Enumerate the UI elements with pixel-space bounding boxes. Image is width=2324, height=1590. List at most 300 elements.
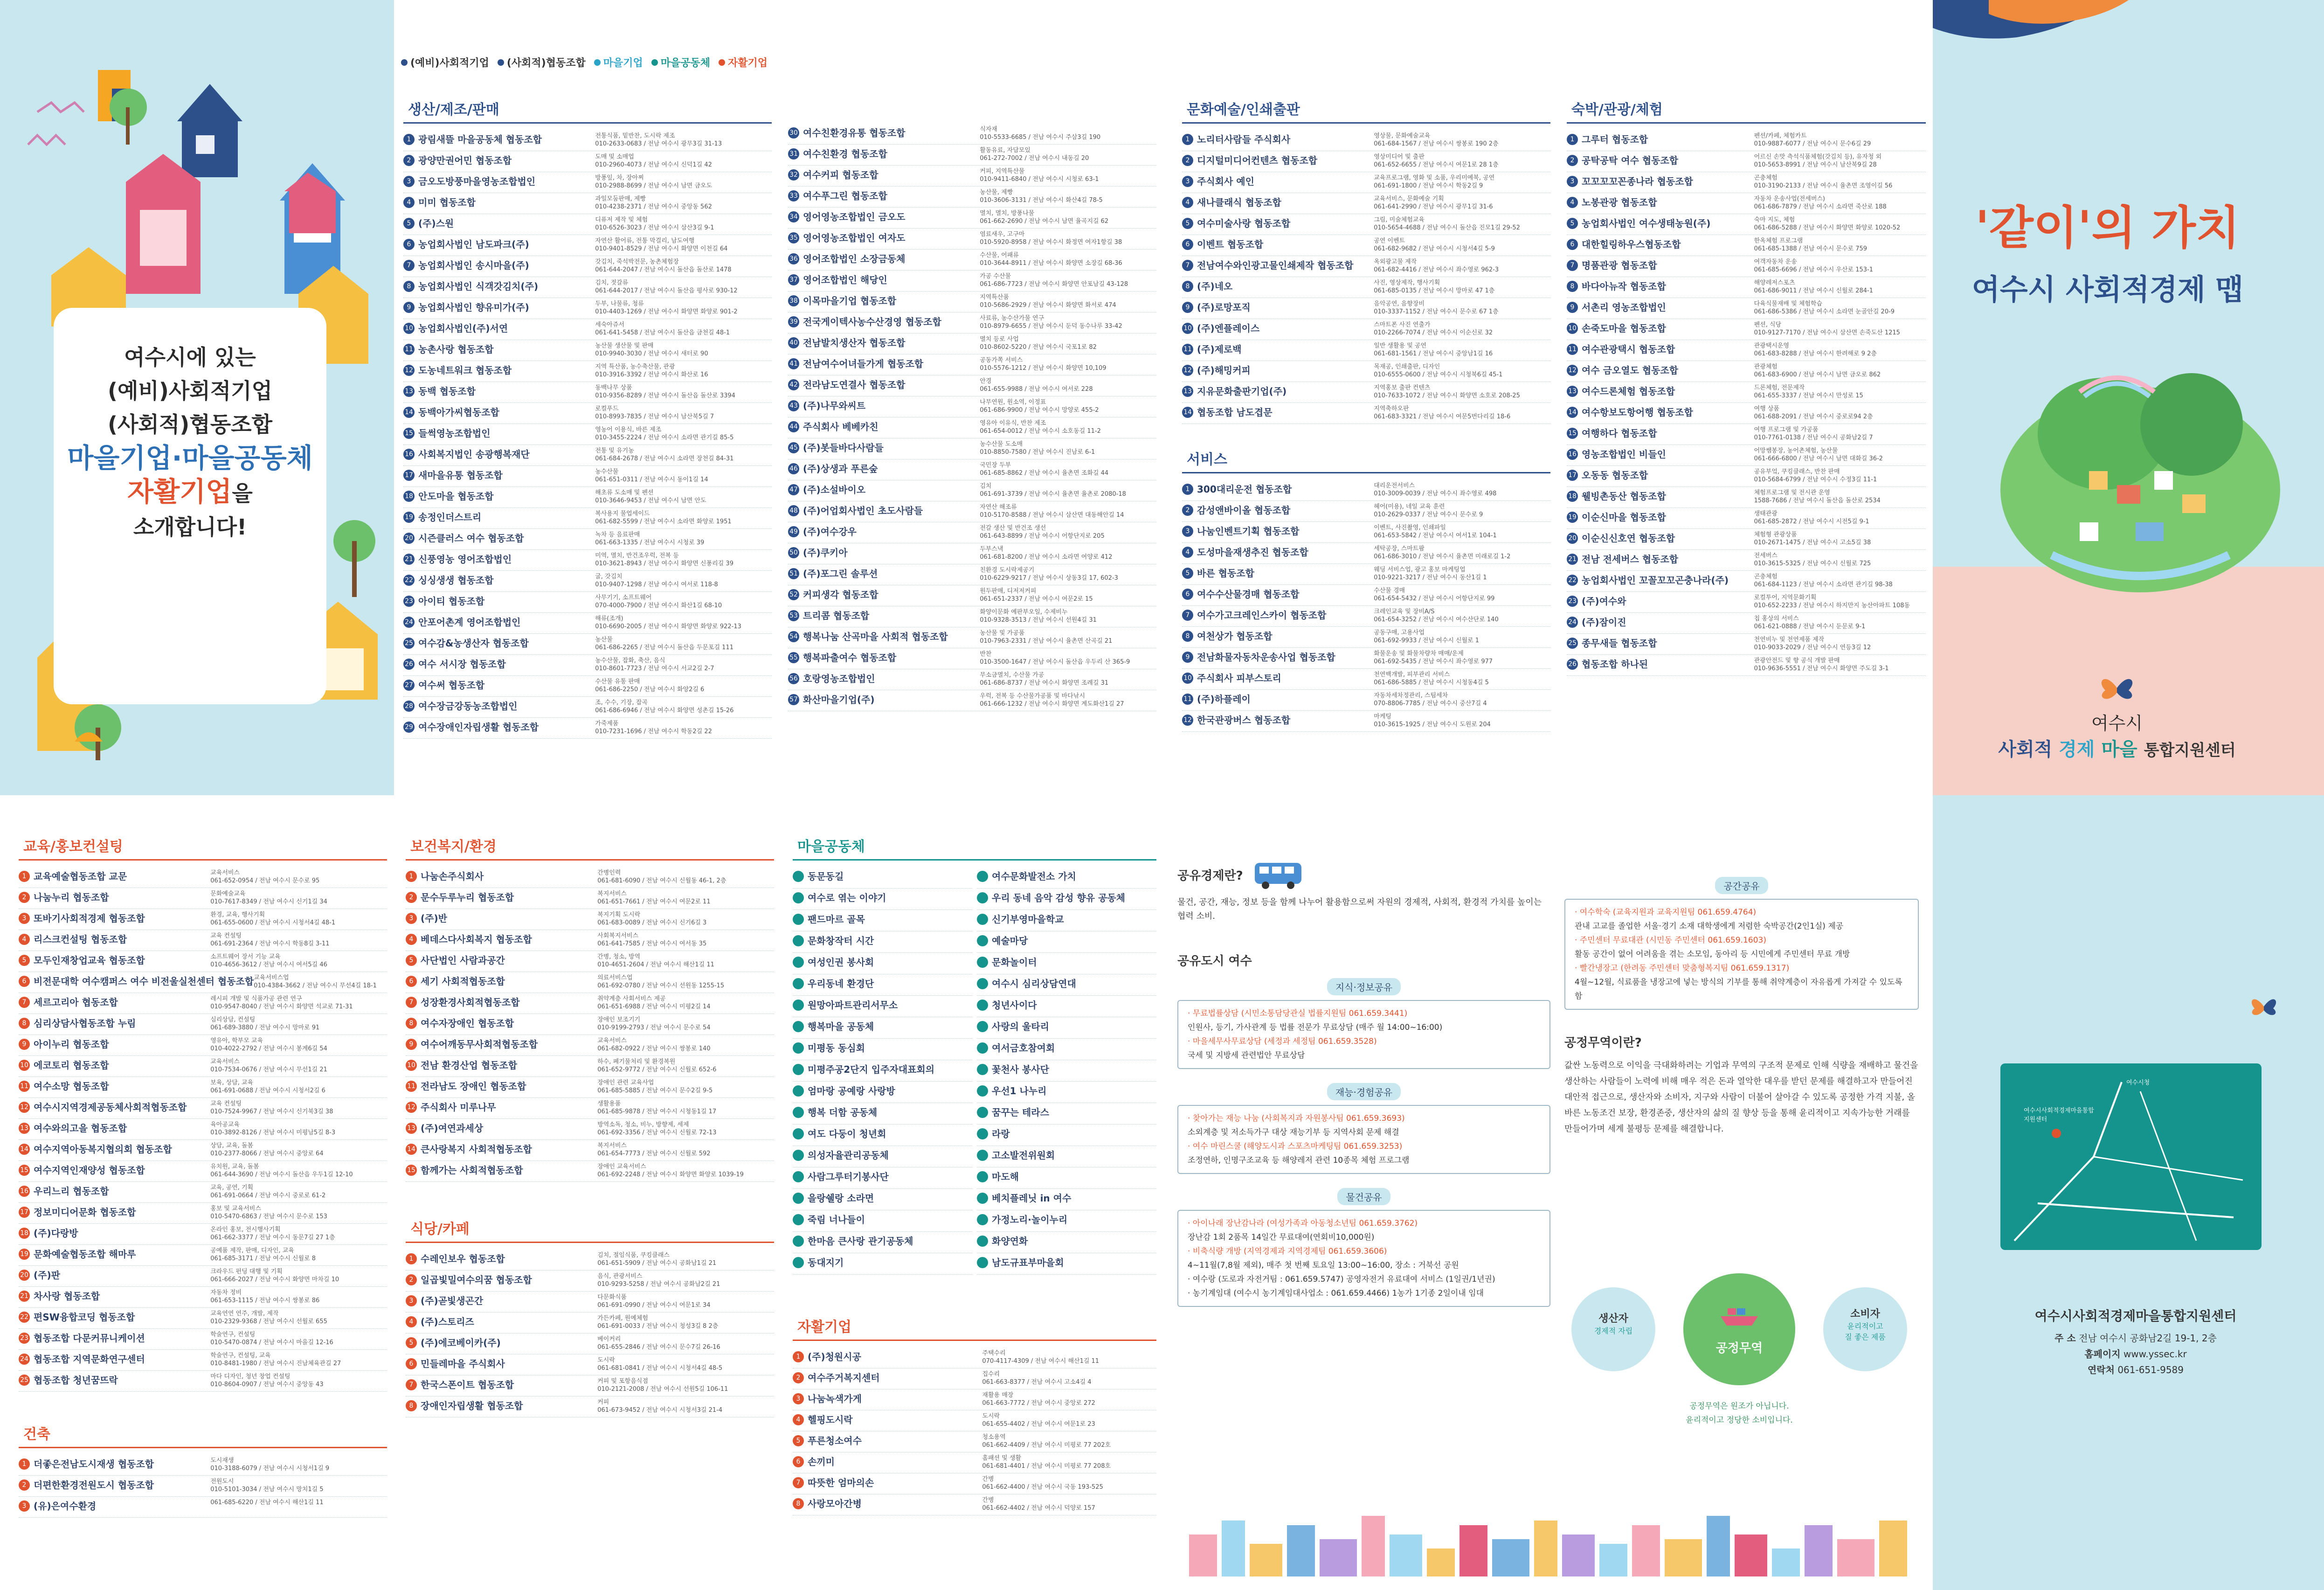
item-contact: 061-666-1232 / 전남 여수시 화양면 계도화산1길 27 [980, 701, 1124, 708]
item-contact: 010-2329-9368 / 전남 여수시 선월로 655 [210, 1318, 327, 1325]
item-desc: 목재공, 인쇄출판, 디자인 [1374, 363, 1440, 370]
legend-item [594, 55, 643, 69]
list-item [19, 1266, 387, 1287]
item-number: 24 [19, 1354, 30, 1365]
item-number: 1 [403, 134, 415, 145]
item-name: 신풍영농 영어조합법인 [418, 554, 512, 565]
legend-item [719, 55, 768, 69]
item-info [980, 398, 1156, 414]
sharing-city-title: 공유도시 여수 [1177, 954, 1252, 968]
list-item [1182, 690, 1550, 711]
item-name: 여서금호참여회 [992, 1042, 1055, 1054]
list-item [403, 466, 772, 487]
item-contact: 010-9199-2793 / 전남 여수시 문수로 54 [597, 1024, 711, 1031]
item-contact: 061-686-9011 / 전남 여수시 신월로 284-1 [1754, 287, 1873, 294]
list-item [1567, 592, 1926, 613]
item-desc: 식자재 [980, 126, 997, 133]
list-item [403, 508, 772, 529]
item-contact: 010-3500-1647 / 전남 여수시 돌산읍 우두리 산 365-9 [980, 659, 1130, 666]
item-name: (주)쿠키아 [803, 547, 848, 558]
item-desc: 해양레저스포츠 [1754, 279, 1795, 286]
item-name: 새마을유통 협동조합 [418, 470, 503, 481]
item-contact: 061-641-2990 / 전남 여수시 광무1길 31-6 [1374, 203, 1493, 210]
item-number: 3 [793, 1393, 804, 1404]
item-desc: 복사용지 물업세이드 [595, 510, 650, 517]
item-name: 사단법인 사람과공간 [421, 955, 505, 966]
item-info [1754, 657, 1926, 673]
list-item [977, 974, 1156, 996]
item-number: 25 [403, 638, 415, 649]
item-desc: 공동구매, 고용사업 [1374, 629, 1425, 636]
item-number: 29 [403, 722, 415, 733]
item-number: 4 [1567, 197, 1578, 208]
list-item [403, 277, 772, 298]
item-number-icon [977, 1171, 988, 1182]
legend-item [401, 55, 489, 69]
item-number: 6 [1182, 589, 1193, 600]
food-list [406, 1250, 774, 1417]
list-item [1567, 571, 1926, 592]
item-name: 나눔손주식회사 [421, 871, 484, 882]
item-name: 여수어깨동무사회적협동조합 [421, 1039, 538, 1050]
item-info [210, 1457, 387, 1472]
item-name: 종무새들 협동조합 [1582, 638, 1657, 649]
item-contact: 061-644-2017 / 전남 여수시 돌산읍 평사로 930-12 [595, 287, 738, 294]
item-name: 행복마을 공동체 [808, 1021, 874, 1032]
list-item [1567, 655, 1926, 676]
item-name: 여행하다 협동조합 [1582, 428, 1657, 439]
item-name: (주)스토리즈 [421, 1316, 474, 1327]
list-item [1182, 501, 1550, 522]
item-desc: 국민장 두부 [980, 462, 1011, 469]
item-name: 미평동 동심회 [808, 1042, 865, 1054]
item-name: 죽림 너나들이 [808, 1214, 865, 1225]
item-contact: 061-685-5885 / 전남 여수시 문수2길 9-5 [597, 1087, 713, 1094]
legend-item [651, 55, 710, 69]
item-info [210, 911, 387, 927]
space-line: · 빨간냉장고 (한려동 주민센터 맞춤형복지팀 061.659.1317) [1575, 964, 1790, 973]
list-item [406, 1077, 774, 1098]
item-name: 꽃천사 봉사단 [992, 1064, 1049, 1075]
item-desc: 자동차세차정관리, 스팀세차 [1374, 692, 1448, 699]
list-item [1567, 193, 1926, 214]
item-contact: 010-3188-6079 / 전남 여수시 시청서1길 9 [210, 1465, 330, 1472]
item-name: 꼬꼬꼬꼬꼰종나라 협동조합 [1582, 176, 1693, 187]
item-contact: 010-3190-2133 / 전남 여수시 율촌면 조영이길 56 [1754, 182, 1893, 189]
item-info [595, 552, 772, 568]
list-item [403, 361, 772, 382]
item-name: 민들레마을 주식회사 [421, 1358, 505, 1369]
legend-dot-icon [719, 59, 725, 66]
item-contact: 061-692-0780 / 전남 여수시 선원동 1255-15 [597, 982, 725, 989]
item-desc: 지역홍보 출판 컨텐츠 [1374, 384, 1431, 391]
item-desc: 다육식물재배 및 체험학습 [1754, 300, 1822, 307]
item-info [1754, 552, 1926, 568]
item-desc: 조, 수수, 기장, 잡곡 [595, 699, 648, 706]
list-item [406, 909, 774, 930]
item-contact: 061-689-3880 / 전남 여수시 망마로 91 [210, 1024, 320, 1031]
item-desc: 여객자동차 운송 [1754, 258, 1797, 265]
item-desc: 복지기획 도시락 [597, 911, 641, 918]
list-item [977, 1082, 1156, 1103]
item-contact: 061-662-4400 / 전남 여수시 국동 193-525 [982, 1484, 1103, 1491]
item-name: (주)제로백 [1197, 344, 1242, 355]
item-number-icon [977, 1000, 988, 1011]
list-item [403, 193, 772, 214]
item-desc: 취약계층 사회서비스 제공 [597, 995, 666, 1002]
item-desc: 드론체험, 전문제작 [1754, 384, 1805, 391]
item-info [980, 629, 1156, 645]
item-number: 26 [1567, 659, 1578, 670]
item-number: 19 [403, 512, 415, 523]
item-desc: 웨딩 서비스업, 광고 홍보 마케팅업 [1374, 566, 1466, 573]
list-item [788, 375, 1156, 396]
item-name: 농촌사랑 협동조합 [418, 344, 494, 355]
education-section [19, 835, 387, 1392]
item-info [1754, 300, 1926, 316]
item-info [595, 174, 772, 190]
bus-icon [1252, 858, 1304, 891]
item-contact: 061-652-0954 / 전남 여수시 문수로 95 [210, 877, 320, 884]
item-number: 2 [793, 1372, 804, 1383]
item-name: 전국게이텍사농수산경영 협동조합 [803, 316, 941, 327]
item-number: 9 [1182, 652, 1193, 663]
section-title: 자활기업 [793, 1315, 1156, 1341]
item-number: 39 [788, 316, 799, 327]
item-contact: 010-5470-6863 / 전남 여수시 문수로 153 [210, 1213, 327, 1220]
item-info [980, 587, 1156, 603]
item-info [1374, 692, 1550, 708]
item-name: (주)스원 [418, 218, 454, 229]
item-number: 7 [19, 997, 30, 1008]
item-name: 도성마을재생추진 협동조합 [1197, 547, 1308, 558]
item-contact: 010-5684-6799 / 전남 여수시 수정3길 11-1 [1754, 476, 1877, 483]
item-number-icon [977, 1128, 988, 1139]
legend-label: 마을기업 [603, 57, 643, 69]
list-item [1182, 382, 1550, 403]
item-name: 행복나눔 산곡마을 사회적 협동조합 [803, 631, 948, 642]
item-contact: 061-691-3739 / 전남 여수시 율촌면 율촌로 2080-18 [980, 491, 1126, 498]
item-desc: 농산물 및 가공품 [980, 630, 1025, 637]
item-desc: 지역특산품 [980, 294, 1009, 301]
item-name: 여수친환경 협동조합 [803, 148, 887, 160]
item-info [595, 678, 772, 694]
item-desc: 김치 [980, 483, 992, 490]
item-number: 9 [403, 302, 415, 313]
legend-label: (예비)사회적기업 [410, 57, 489, 69]
item-name: 이벤트 협동조합 [1197, 239, 1264, 250]
list-item [1567, 382, 1926, 403]
item-desc: 미역, 멸치, 반건조우럭, 전복 등 [595, 552, 679, 559]
item-desc: 공유부엌, 쿠킹클래스, 반찬 판매 [1754, 468, 1840, 475]
item-contact: 061-682-0922 / 전남 여수시 쌍봉로 140 [597, 1045, 711, 1052]
item-desc: 우럭, 전복 등 수산물가공품 및 바다낚시 [980, 693, 1085, 700]
item-contact: 061-686-5885 / 전남 여수시 시청동4길 5 [1374, 679, 1489, 686]
consumer-circle [1823, 1287, 1907, 1371]
website-link[interactable]: www.yssec.kr [2123, 1348, 2187, 1360]
item-number: 12 [1567, 365, 1578, 376]
item-info [597, 1058, 774, 1074]
item-contact: 010-4403-1269 / 전남 여수시 화양면 화양로 901-2 [595, 308, 738, 315]
list-item [788, 648, 1156, 669]
list-item [406, 951, 774, 972]
item-name: 나눔누리 협동조합 [34, 892, 109, 903]
item-info [980, 482, 1156, 498]
item-contact: 061-686-3010 / 전남 여수시 율촌면 미래로길 1-2 [1374, 553, 1511, 560]
item-number: 5 [1182, 568, 1193, 579]
producer-sub: 경제적 자립 [1594, 1326, 1633, 1335]
item-name: 농업회사법인(주)서연 [418, 323, 508, 334]
item-number: 3 [403, 176, 415, 187]
item-info [1754, 384, 1926, 400]
list-item [793, 1347, 1156, 1368]
list-item [403, 697, 772, 718]
item-name: 여도 다둥이 청년회 [808, 1128, 886, 1139]
item-number: 9 [1182, 302, 1193, 313]
item-info [595, 216, 772, 232]
list-item [977, 867, 1156, 889]
item-number: 25 [19, 1375, 30, 1386]
fairtrade-answer: 값싼 노동력으로 이익을 극대화하려는 기업과 무역의 구조적 문제로 인해 식량을 재배하고 물건을 생산하는 사람들이 노력에 비해 매우 적은 돈과 열악한 대우를 받던 문제를 해결하고자 만들어진 대안적 접근으로, 생산자와 소비자, 지구와 사람이 더불어 살아갈 수 있도록 공정한 가격 지불, 올바른 노동조건 보장, 환경존중, 생산자의 삶의 질 향상 등을 통해 윤리적이고 지속가능한 거래를 만들어가며 세계 불평등 문제를 해결합니다. [1564, 1061, 1918, 1134]
item-contact: 010-9033-2029 / 전남 여수시 연등3길 12 [1754, 644, 1871, 651]
list-item [977, 889, 1156, 910]
item-contact: 010-3009-0039 / 전남 여수시 좌수영로 498 [1374, 490, 1497, 497]
item-desc: 영유아 이유식, 반찬 제조 [980, 420, 1046, 427]
item-info [1374, 279, 1550, 295]
item-contact: 010-4656-3612 / 전남 여수시 여서5길 46 [210, 961, 327, 968]
item-info [980, 524, 1156, 540]
item-name: (주)봇들바다사람들 [803, 442, 884, 453]
item-number-icon [977, 1193, 988, 1204]
item-name: 디지털미디어컨텐츠 협동조합 [1197, 155, 1318, 166]
list-item [793, 1082, 972, 1103]
talent-title: 재능·경험공유 [1327, 1083, 1401, 1100]
item-info [595, 468, 772, 484]
list-item [1182, 669, 1550, 690]
item-number-icon [793, 1150, 804, 1161]
list-item [793, 1189, 972, 1210]
phone-label: 연락처 [2087, 1364, 2115, 1375]
item-number: 3 [1182, 526, 1193, 537]
item-desc: 스마트폰 사진 연출가 [1374, 321, 1431, 328]
item-contact: 061-663-7772 / 전남 여수시 중앙로 272 [982, 1400, 1095, 1407]
item-desc: 반찬 [980, 651, 992, 658]
item-name: (주)여수와 [1582, 596, 1626, 607]
item-number: 10 [1567, 323, 1578, 334]
item-number: 46 [788, 463, 799, 474]
list-item [788, 459, 1156, 480]
legend-item [498, 55, 586, 69]
item-contact: 061-651-2337 / 전남 여수시 여문2로 15 [980, 596, 1093, 603]
item-number: 21 [1567, 554, 1578, 565]
item-desc: 마케팅 [1374, 713, 1391, 720]
list-item [1182, 172, 1550, 193]
item-info [980, 293, 1156, 309]
list-item [403, 403, 772, 424]
item-number: 7 [1567, 260, 1578, 271]
item-info [597, 953, 774, 969]
item-desc: 교육 컨설팅 [210, 932, 242, 939]
consumer-label: 소비자 [1850, 1308, 1880, 1320]
item-contact: 061-681-0841 / 전남 여수시 시청서4길 48-5 [597, 1365, 723, 1372]
item-desc: 나무연원, 원소역, 이정표 [980, 399, 1046, 406]
selfsupport-section [793, 1315, 1156, 1515]
list-item [19, 951, 387, 972]
production-section [403, 98, 772, 739]
item-contact: 010-3615-1925 / 전남 여수시 도원로 204 [1374, 721, 1491, 728]
item-number: 13 [403, 386, 415, 397]
item-contact: 061-673-9452 / 전남 여수시 시청서3길 21-4 [597, 1407, 723, 1414]
item-number: 6 [19, 976, 30, 987]
item-contact: 010-2266-7074 / 전남 여수시 이순신로 32 [1374, 329, 1493, 336]
item-name: 협동조합 다문커뮤니케이션 [34, 1333, 145, 1344]
item-info [1374, 153, 1550, 169]
item-info [597, 911, 774, 927]
center-word3: 마을 [2101, 739, 2137, 760]
item-desc: 옥외광고물 제작 [1374, 258, 1417, 265]
item-number: 7 [793, 1477, 804, 1488]
item-name: 세기 사회적협동조합 [421, 976, 505, 987]
welfare-list [406, 867, 774, 1182]
item-info [1754, 405, 1926, 421]
item-name: 따뜻한 엄마의손 [808, 1477, 874, 1488]
list-item [793, 1125, 972, 1146]
knowledge-line: · 마을세무사무료상담 (세정과 세정팀 061.659.3528) [1188, 1037, 1377, 1046]
item-number: 23 [19, 1333, 30, 1344]
item-desc: 펜션, 식당 [1754, 321, 1782, 328]
item-info [1754, 195, 1926, 211]
list-item [788, 187, 1156, 208]
item-number: 1 [1182, 134, 1193, 145]
list-item [1567, 235, 1926, 256]
list-item [1182, 298, 1550, 319]
item-info [210, 1100, 387, 1116]
item-name: (주)판 [34, 1270, 60, 1281]
item-contact: 010-2671-1475 / 전남 여수시 고소5길 38 [1754, 539, 1871, 546]
item-number: 18 [1567, 491, 1578, 502]
item-name: 영어조합법인 해당인 [803, 274, 887, 285]
item-contact: 061-662-4409 / 전남 여수시 미평로 77 202호 [982, 1442, 1111, 1449]
list-item [788, 522, 1156, 543]
item-contact: 061-655-3337 / 전남 여수시 만성로 15 [1754, 392, 1863, 399]
item-info [1754, 279, 1926, 295]
item-info [595, 132, 772, 148]
item-name: (주)해밍커피 [1197, 365, 1251, 376]
item-name: 300대리운전 협동조합 [1197, 484, 1292, 495]
item-info [595, 699, 772, 715]
producer-label: 생산자 [1598, 1313, 1628, 1325]
list-item [788, 333, 1156, 354]
item-number: 5 [406, 1337, 417, 1348]
knowledge-line: 인원사, 등기, 가사관계 등 법률 전문가 무료상담 (매주 월 14:00~16:00) [1188, 1023, 1443, 1032]
list-item [977, 1210, 1156, 1232]
list-item [403, 298, 772, 319]
item-desc: 활동유료, 자담모있 [980, 147, 1031, 154]
list-item [793, 1431, 1156, 1452]
item-name: 동문동길 [808, 871, 844, 882]
item-number: 13 [19, 1123, 30, 1134]
item-contact: 010-9887-6077 / 전남 여수시 문수6길 29 [1754, 140, 1871, 147]
list-item [19, 1308, 387, 1329]
cover-top-shapes [1933, 0, 2324, 56]
item-desc: 도매 및 소매업 [595, 153, 634, 160]
list-item [1567, 214, 1926, 235]
list-item [403, 718, 772, 739]
item-info [980, 146, 1156, 162]
fairtrade-label: 공정무역 [1715, 1341, 1763, 1355]
item-number: 26 [403, 659, 415, 670]
item-name: 전남발치생산자 협동조합 [803, 337, 906, 348]
item-number-icon [793, 1257, 804, 1268]
item-contact: 010-9356-8289 / 전남 여수시 돌산읍 돌산로 3394 [595, 392, 735, 399]
item-number: 51 [788, 568, 799, 579]
item-info [1374, 650, 1550, 666]
item-desc: 복지서비스 [597, 1142, 627, 1149]
item-name: 전남여수와인광고물인쇄제작 협동조합 [1197, 260, 1354, 271]
list-item [793, 1494, 1156, 1515]
list-item [1182, 361, 1550, 382]
item-number-icon [977, 1214, 988, 1225]
item-desc: 어르신 손맛 측석식품체험(갓김치 등), 유자청 외 [1754, 153, 1882, 160]
item-contact: 010-8604-0907 / 전남 여수시 중앙동 43 [210, 1381, 324, 1388]
item-desc: 농산물 [595, 636, 613, 643]
list-item [406, 1396, 774, 1417]
list-item [793, 1389, 1156, 1410]
item-info [595, 636, 772, 652]
item-contact: 010-7963-2331 / 전남 여수시 율촌면 산곡길 21 [980, 638, 1113, 645]
item-contact: 010-3646-9453 / 전남 여수시 남면 안도 [595, 497, 706, 504]
item-number: 15 [19, 1165, 30, 1176]
list-item [788, 312, 1156, 333]
item-number: 3 [406, 913, 417, 924]
item-number: 27 [403, 680, 415, 691]
item-name: 또바기사회적경제 협동조합 [34, 913, 145, 924]
item-info [982, 1370, 1156, 1386]
item-desc: 주택수리 [982, 1350, 1006, 1357]
item-name: 사랑의 울타리 [992, 1021, 1049, 1032]
list-item [788, 480, 1156, 501]
list-item [19, 888, 387, 909]
item-contact: 061-654-3252 / 전남 여수시 여수산단로 140 [1374, 616, 1499, 623]
selfsupport-list [793, 1347, 1156, 1515]
list-item [406, 1161, 774, 1182]
item-name: 신기부영마을학교 [992, 914, 1064, 925]
item-info [597, 890, 774, 906]
item-name: 문화예술협동조합 해마루 [34, 1249, 136, 1260]
village-columns [793, 867, 1156, 1275]
item-name: (주)나무와씨트 [803, 400, 866, 411]
legend-dot-icon [498, 59, 504, 66]
contact-name: 여수시사회적경제마을통합지원센터 [2034, 1308, 2237, 1324]
item-contact: 061-641-7585 / 전남 여수시 여서동 35 [597, 940, 707, 947]
item-info [210, 1121, 387, 1137]
item-desc: 공예품 제작, 판매, 디자인, 교육 [210, 1247, 294, 1254]
item-name: 원망아파트관리서무소 [808, 1000, 898, 1011]
item-info [595, 531, 772, 547]
welfare-section [406, 835, 774, 1182]
list-item [1182, 256, 1550, 277]
item-contact: 010-6526-3023 / 전남 여수시 삼산3길 9-1 [595, 224, 714, 231]
item-number: 11 [1567, 344, 1578, 355]
section-title: 문화예술/인쇄출판 [1182, 98, 1550, 124]
list-item [1182, 130, 1550, 151]
item-desc: 간병인력 [597, 869, 621, 876]
item-info [1754, 468, 1926, 484]
list-item [19, 1224, 387, 1245]
legend-dot-icon [651, 59, 658, 66]
item-contact: 070-4000-7900 / 전남 여수시 화산1길 68-10 [595, 602, 722, 609]
goods-line: 장난감 1회 2품목 14일간 무료대여(연회비10,000원) [1188, 1233, 1375, 1242]
